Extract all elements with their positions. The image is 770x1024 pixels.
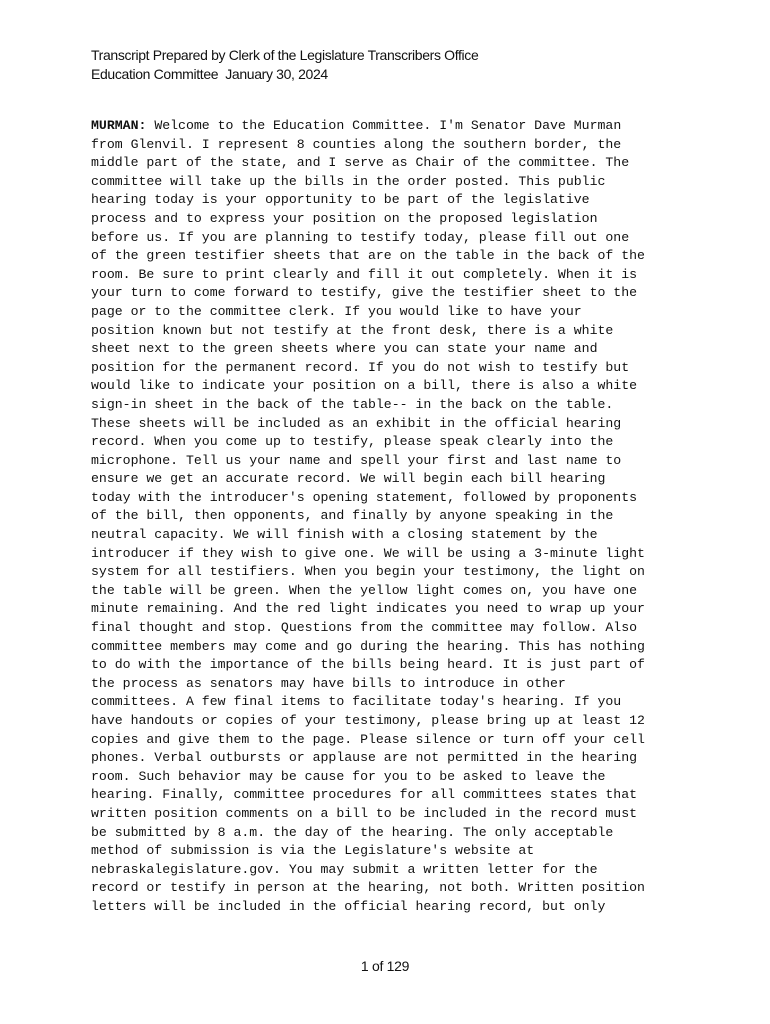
transcript-line: your turn to come forward to testify, give the testifier sheet to the — [91, 285, 638, 301]
transcript-line: would like to indicate your position on a bill, there is also a white — [91, 378, 638, 394]
transcript-line: to do with the importance of the bills being heard. It is just part of — [91, 657, 645, 673]
first-line-text: Welcome to the Education Committee. I'm Senator Dave Murman — [146, 118, 622, 133]
transcript-line: from Glenvil. I represent 8 counties along the southern border, the — [91, 136, 622, 152]
transcript-line: sheet next to the green sheets where you can state your name and — [91, 341, 598, 357]
transcript-line: introducer if they wish to give one. We will be using a 3-minute light — [91, 545, 645, 561]
transcript-line: process and to express your position on the proposed legislation — [91, 210, 598, 226]
transcript-line: phones. Verbal outbursts or applause are not permitted in the hearing — [91, 750, 638, 766]
transcript-line: sign-in sheet in the back of the table-- in the back on the table. — [91, 396, 614, 412]
header-title: Transcript Prepared by Clerk of the Legislature Transcribers Office — [91, 47, 479, 63]
transcript-line: minute remaining. And the red light indicates you need to wrap up your — [91, 601, 645, 617]
transcript-line: have handouts or copies of your testimony, please bring up at least 12 — [91, 713, 645, 728]
speaker-name: MURMAN: — [91, 118, 147, 133]
transcript-line: committee will take up the bills in the order posted. This public — [91, 173, 606, 189]
transcript-line: committees. A few final items to facilitate today's hearing. If you — [91, 694, 622, 710]
transcript-line: before us. If you are planning to testify today, please fill out one — [91, 229, 630, 245]
transcript-line: the process as senators may have bills to introduce in other — [91, 675, 566, 691]
transcript-line: record or testify in person at the hearing, not both. Written position — [91, 880, 645, 896]
transcript-line: final thought and stop. Questions from the committee may follow. Also — [91, 620, 638, 636]
transcript-line: microphone. Tell us your name and spell your first and last name to — [91, 452, 622, 468]
transcript-line: room. Such behavior may be cause for you to be asked to leave the — [91, 768, 606, 784]
transcript-line: the table will be green. When the yellow light comes on, you have one — [91, 582, 638, 598]
transcript-line: These sheets will be included as an exhibit in the official hearing — [91, 415, 622, 431]
page-number: 1 of 129 — [360, 958, 410, 974]
transcript-line: method of submission is via the Legislature's website at — [91, 843, 535, 859]
transcript-line: written position comments on a bill to be included in the record must — [91, 805, 638, 821]
transcript-line: room. Be sure to print clearly and fill it out completely. When it is — [91, 266, 638, 282]
transcript-line: of the bill, then opponents, and finally by anyone speaking in the — [91, 508, 614, 524]
transcript-line: copies and give them to the page. Please silence or turn off your cell — [91, 731, 645, 747]
transcript-line: hearing today is your opportunity to be part of the legislative — [91, 192, 590, 208]
transcript-line: record. When you come up to testify, please speak clearly into the — [91, 434, 614, 450]
header-committee-date: Education Committee January 30, 2024 — [91, 66, 328, 82]
transcript-line-first — [91, 117, 691, 136]
transcript-line: system for all testifiers. When you begin your testimony, the light on — [91, 564, 645, 580]
transcript-line: hearing. Finally, committee procedures for all committees states that — [91, 787, 638, 803]
transcript-line: today with the introducer's opening statement, followed by proponents — [91, 489, 638, 505]
transcript-line: neutral capacity. We will finish with a closing statement by the — [91, 527, 598, 543]
transcript-line: position for the permanent record. If you do not wish to testify but — [91, 359, 630, 375]
page-header — [91, 46, 478, 84]
transcript-body — [91, 117, 691, 917]
transcript-line: middle part of the state, and I serve as Chair of the committee. The — [91, 155, 630, 171]
transcript-line: ensure we get an accurate record. We will begin each bill hearing — [91, 471, 606, 487]
transcript-line: page or to the committee clerk. If you would like to have your — [91, 303, 582, 319]
transcript-line: position known but not testify at the front desk, there is a white — [91, 322, 614, 338]
transcript-line: letters will be included in the official hearing record, but only — [91, 898, 606, 914]
transcript-line: of the green testifier sheets that are on the table in the back of the — [91, 248, 645, 264]
transcript-line: nebraskalegislature.gov. You may submit a written letter for the — [91, 861, 598, 877]
transcript-line: be submitted by 8 a.m. the day of the hearing. The only acceptable — [91, 824, 614, 840]
transcript-line: committee members may come and go during the hearing. This has nothing — [91, 638, 645, 654]
